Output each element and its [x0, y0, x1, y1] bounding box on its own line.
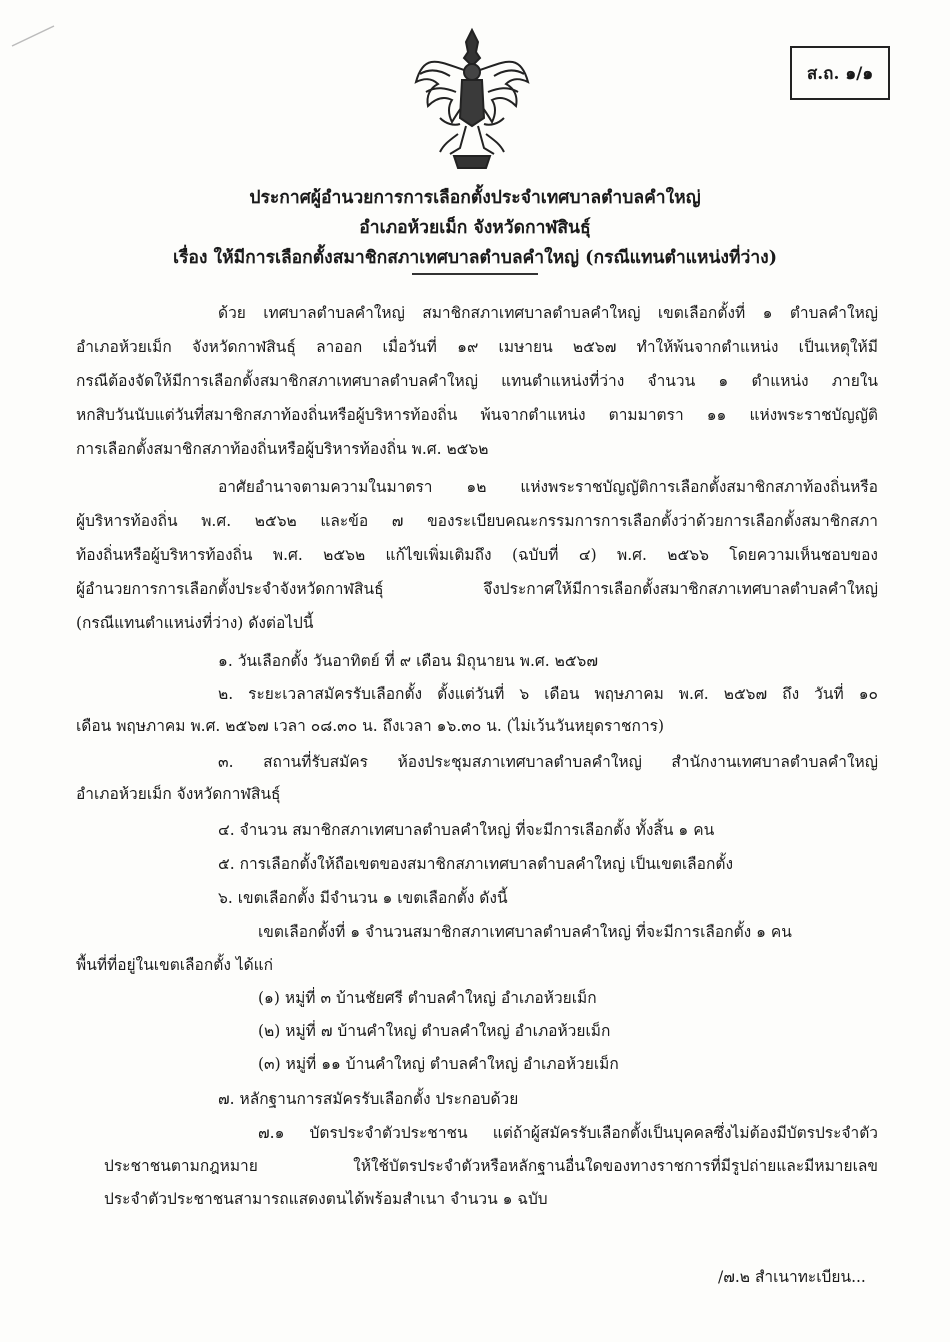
district-area-label: พื้นที่ที่อยู่ในเขตเลือกตั้ง ได้แก่ — [76, 956, 274, 974]
paragraph-1-line: หกสิบวันนับแต่วันที่สมาชิกสภาท้องถิ่นหรือผู้บริหารท้องถิ่น พ้นจากตำแหน่ง ตามมาตรา ๑๑ แห่งพระราชบัญญัติ — [76, 406, 878, 424]
announcement-title: ประกาศผู้อำนวยการการเลือกตั้งประจำเทศบาลตำบลคำใหญ่ — [249, 188, 701, 208]
district-detail: เขตเลือกตั้งที่ ๑ จำนวนสมาชิกสภาเทศบาลตำบลคำใหญ่ ที่จะมีการเลือกตั้ง ๑ คน — [258, 923, 792, 941]
paragraph-1-line: การเลือกตั้งสมาชิกสภาท้องถิ่นหรือผู้บริหารท้องถิ่น พ.ศ. ๒๕๖๒ — [76, 440, 489, 458]
item-member-count: ๔. จำนวน สมาชิกสภาเทศบาลตำบลคำใหญ่ ที่จะมีการเลือกตั้ง ทั้งสิ้น ๑ คน — [218, 821, 715, 839]
paragraph-2-line: (กรณีแทนตำแหน่งที่ว่าง) ดังต่อไปนี้ — [76, 614, 314, 632]
item-application-venue-cont: อำเภอห้วยเม็ก จังหวัดกาฬสินธุ์ — [76, 785, 281, 803]
paragraph-1-line: ด้วย เทศบาลตำบลคำใหญ่ สมาชิกสภาเทศบาลตำบลคำใหญ่ เขตเลือกตั้งที่ ๑ ตำบลคำใหญ่ — [218, 304, 878, 322]
paragraph-2-line: ผู้บริหารท้องถิ่น พ.ศ. ๒๕๖๒ และข้อ ๗ ของระเบียบคณะกรรมการการเลือกตั้งว่าด้วยการเลือกตั้งสมาชิกสภา — [76, 512, 878, 530]
form-code-box: ส.ถ. ๑/๑ — [790, 46, 890, 100]
item-district-basis: ๕. การเลือกตั้งให้ถือเขตของสมาชิกสภาเทศบาลตำบลคำใหญ่ เป็นเขตเลือกตั้ง — [218, 855, 734, 873]
village-list-item: (๒) หมู่ที่ ๗ บ้านคำใหญ่ ตำบลคำใหญ่ อำเภอห้วยเม็ก — [258, 1022, 611, 1040]
item-election-date: ๑. วันเลือกตั้ง วันอาทิตย์ ที่ ๙ เดือน มิถุนายน พ.ศ. ๒๕๖๗ — [218, 652, 599, 670]
paragraph-1-line: อำเภอห้วยเม็ก จังหวัดกาฬสินธุ์ ลาออก เมื่อวันที่ ๑๙ เมษายน ๒๕๖๗ ทำให้พ้นจากตำแหน่ง เป็นเหตุให้มี — [76, 338, 878, 356]
paragraph-2-line: ท้องถิ่นหรือผู้บริหารท้องถิ่น พ.ศ. ๒๕๖๒ แก้ไขเพิ่มเติมถึง (ฉบับที่ ๔) พ.ศ. ๒๕๖๖ โดยความเห็นชอบของ — [76, 546, 878, 564]
item-district-count: ๖. เขตเลือกตั้ง มีจำนวน ๑ เขตเลือกตั้ง ดังนี้ — [218, 889, 508, 907]
title-divider — [412, 273, 538, 275]
village-list-item: (๑) หมู่ที่ ๓ บ้านชัยศรี ตำบลคำใหญ่ อำเภอห้วยเม็ก — [258, 989, 597, 1007]
paragraph-2-line: อาศัยอำนาจตามความในมาตรา ๑๒ แห่งพระราชบัญญัติการเลือกตั้งสมาชิกสภาท้องถิ่นหรือ — [218, 478, 878, 496]
item-application-period: ๒. ระยะเวลาสมัครรับเลือกตั้ง ตั้งแต่วันที่ ๖ เดือน พฤษภาคม พ.ศ. ๒๕๖๗ ถึง วันที่ ๑๐ — [218, 685, 878, 703]
item-application-venue: ๓. สถานที่รับสมัคร ห้องประชุมสภาเทศบาลตำบลคำใหญ่ สำนักงานเทศบาลตำบลคำใหญ่ — [218, 753, 878, 771]
paragraph-1-line: กรณีต้องจัดให้มีการเลือกตั้งสมาชิกสภาเทศบาลตำบลคำใหญ่ แทนตำแหน่งที่ว่าง จำนวน ๑ ตำแหน่ง ภายใน — [76, 372, 878, 390]
announcement-subject: เรื่อง ให้มีการเลือกตั้งสมาชิกสภาเทศบาลตำบลคำใหญ่ (กรณีแทนตำแหน่งที่ว่าง) — [173, 248, 777, 268]
announcement-location: อำเภอห้วยเม็ก จังหวัดกาฬสินธุ์ — [359, 218, 591, 238]
continuation-note: /๗.๒ สำเนาทะเบียน... — [718, 1268, 866, 1286]
item-application-period-cont: เดือน พฤษภาคม พ.ศ. ๒๕๖๗ เวลา ๐๘.๓๐ น. ถึงเวลา ๑๖.๓๐ น. (ไม่เว้นวันหยุดราชการ) — [76, 717, 665, 735]
village-list-item: (๓) หมู่ที่ ๑๑ บ้านคำใหญ่ ตำบลคำใหญ่ อำเภอห้วยเม็ก — [258, 1055, 619, 1073]
item-7-1-line: ๗.๑ บัตรประจำตัวประชาชน แต่ถ้าผู้สมัครรับเลือกตั้งเป็นบุคคลซึ่งไม่ต้องมีบัตรประจำตัว — [258, 1124, 878, 1142]
item-7-1-line: ประชาชนตามกฎหมาย ให้ใช้บัตรประจำตัวหรือหลักฐานอื่นใดของทางราชการที่มีรูปถ่ายและมีหมายเลข — [104, 1157, 878, 1175]
item-7-1-line: ประจำตัวประชาชนสามารถแสดงตนได้พร้อมสำเนา จำนวน ๑ ฉบับ — [104, 1190, 548, 1208]
garuda-emblem-icon — [410, 22, 534, 172]
item-required-documents: ๗. หลักฐานการสมัครรับเลือกตั้ง ประกอบด้วย — [218, 1090, 519, 1108]
paragraph-2-line: ผู้อำนวยการการเลือกตั้งประจำจังหวัดกาฬสินธุ์ จึงประกาศให้มีการเลือกตั้งสมาชิกสภาเทศบาลตำบลคำใหญ่ — [76, 580, 878, 598]
scan-mark — [8, 20, 58, 50]
